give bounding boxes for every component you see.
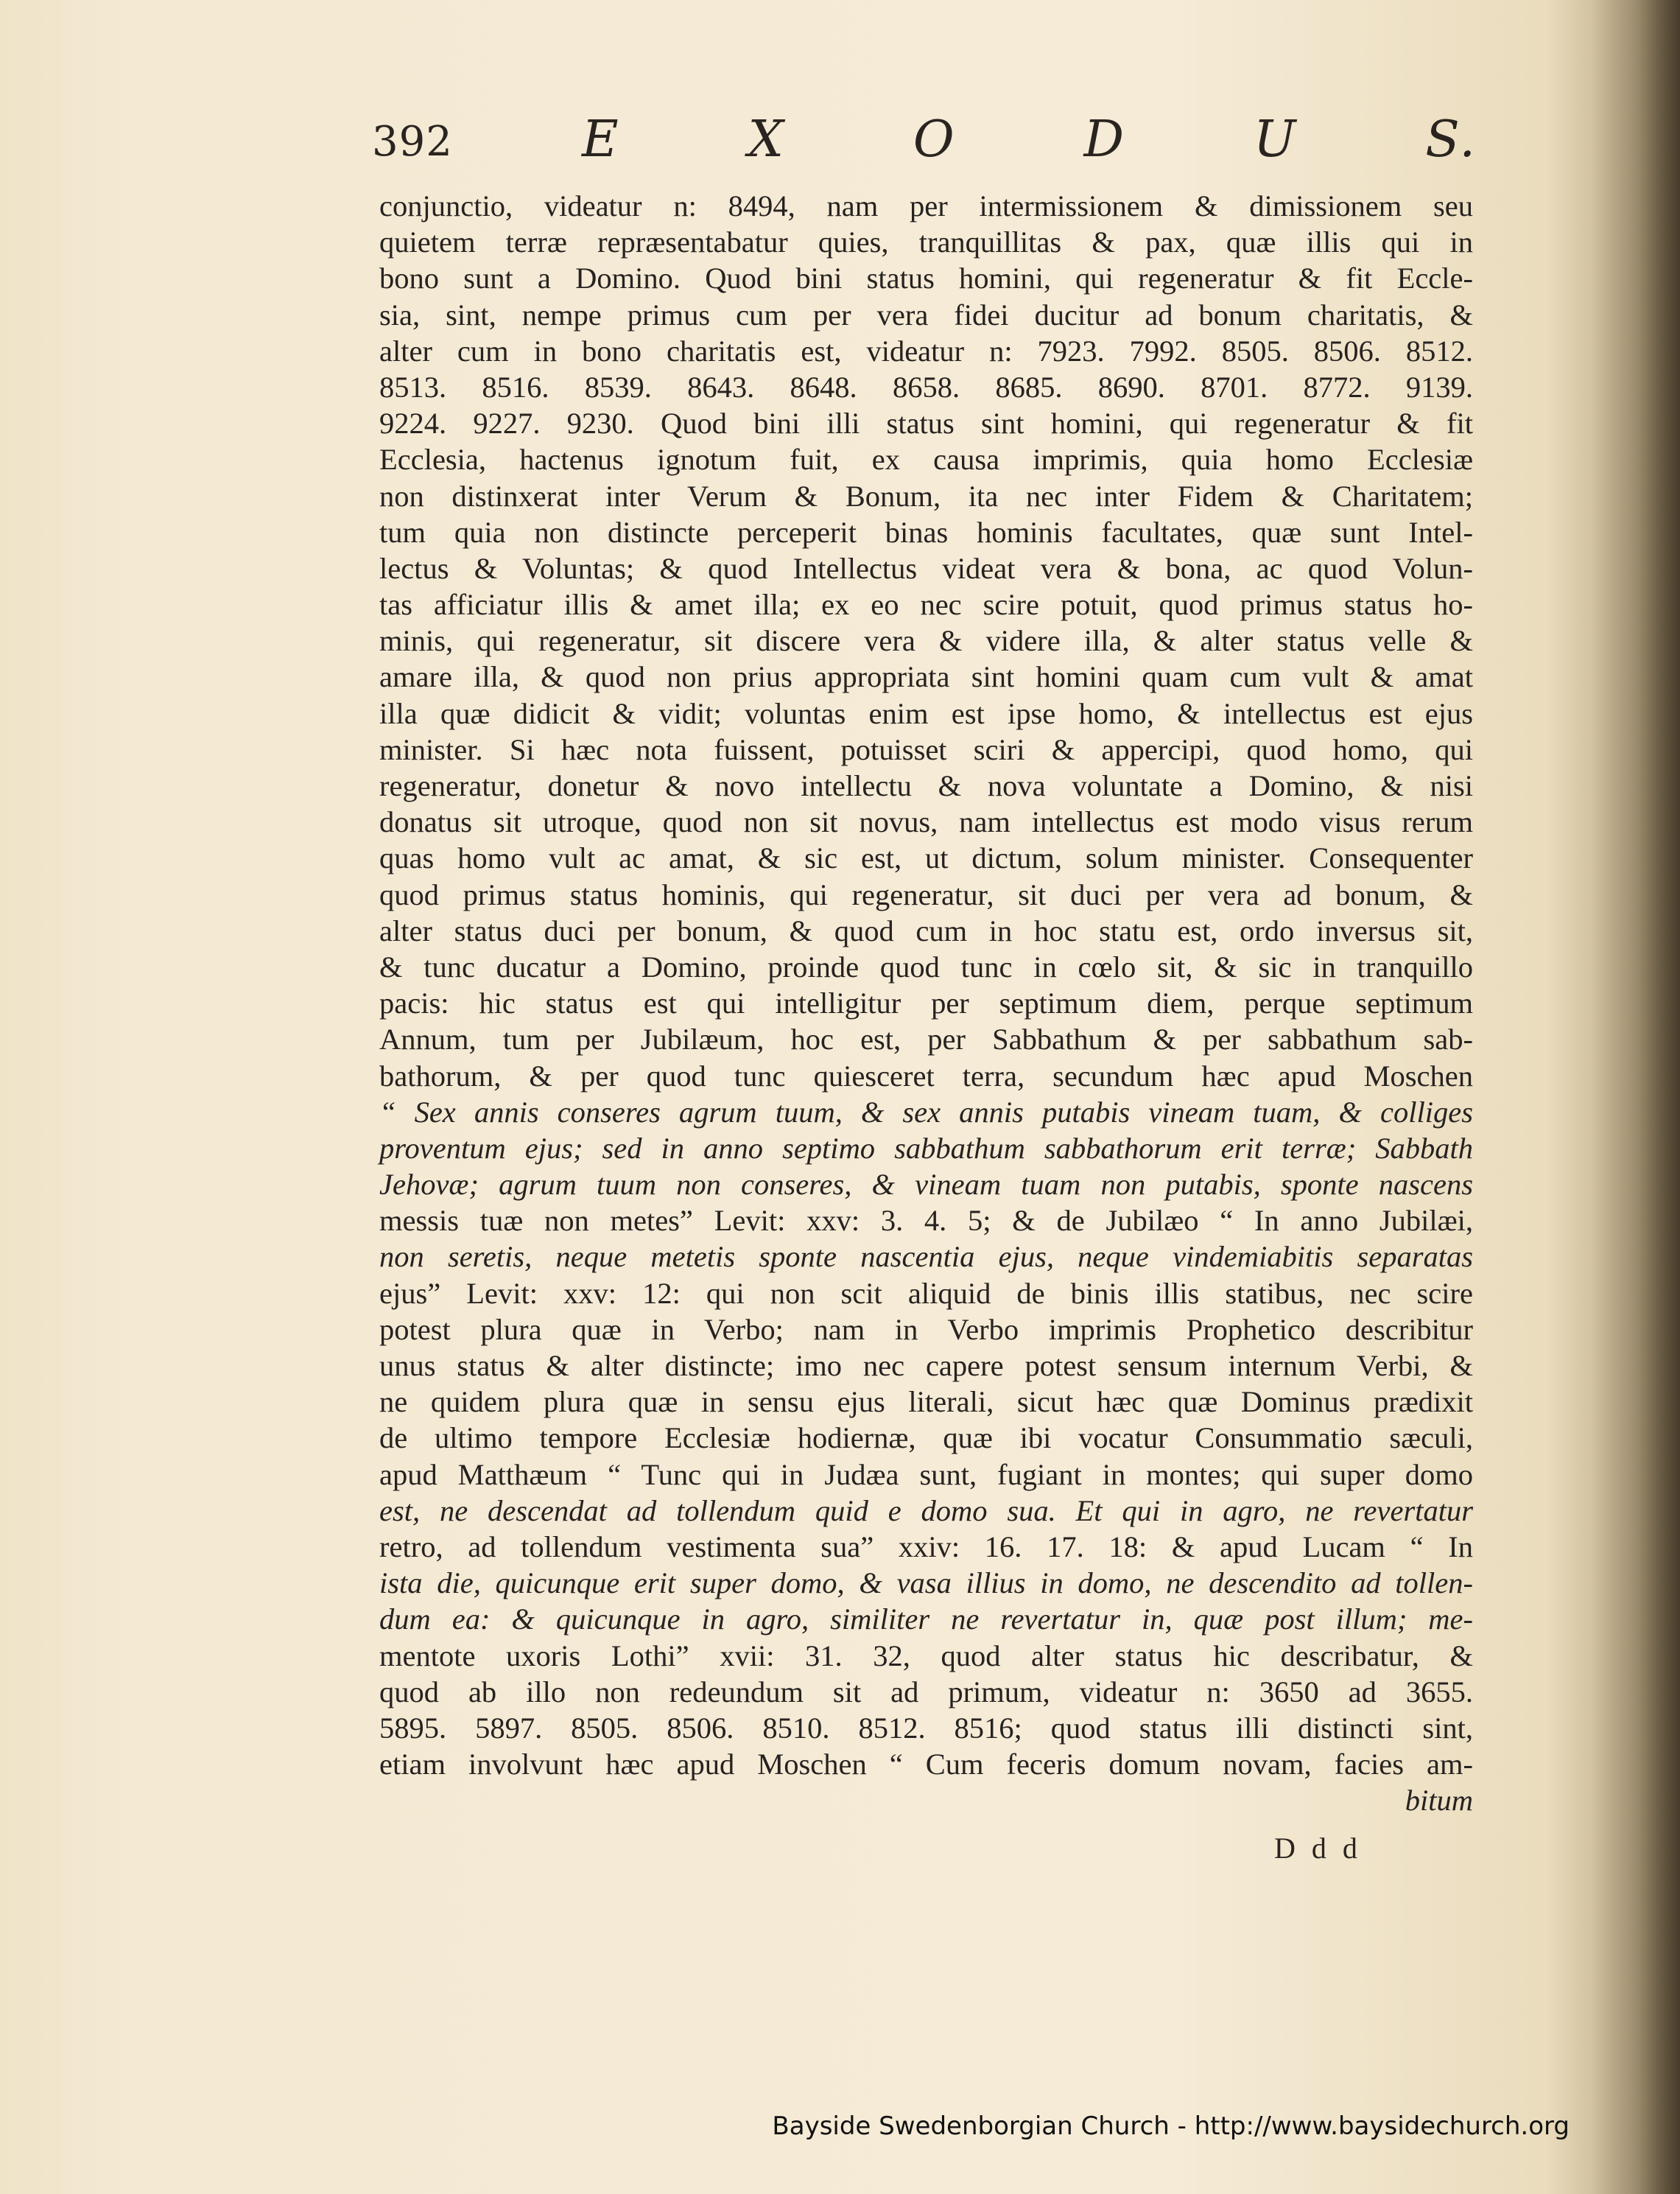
book-spine-shadow [1592,0,1680,2194]
text-line: minister. Si hæc nota fuissent, potuisset sciri & appercipi, quod homo, qui [379,732,1473,766]
text-line: Ecclesia, hactenus ignotum fuit, ex causa imprimis, quia homo Ecclesiæ [379,443,1473,477]
text-line: non seretis, neque metetis sponte nascentia ejus, neque vindemiabitis separatas [379,1240,1473,1274]
body-text [379,188,1473,1818]
text-line: ejus” Levit: xxv: 12: qui non scit aliquid de binis illis statibus, nec scire [379,1276,1473,1310]
text-line: 9224. 9227. 9230. Quod bini illi status sint homini, qui regeneratur & fit [379,407,1473,441]
title-letter: U [1253,111,1298,169]
title-letter: O [913,111,956,169]
text-line: apud Matthæum “ Tunc qui in Judæa sunt, fugiant in montes; qui super domo [379,1457,1473,1491]
text-line: alter status duci per bonum, & quod cum in hoc statu est, ordo inversus sit, [379,914,1473,947]
text-line: minis, qui regeneratur, sit discere vera & videre illa, & alter status velle & [379,624,1473,658]
text-line: est, ne descendat ad tollendum quid e domo sua. Et qui in agro, ne revertatur [379,1493,1473,1527]
text-line: ne quidem plura quæ in sensu ejus literali, sicut hæc quæ Dominus prædixit [379,1385,1473,1419]
text-line: alter cum in bono charitatis est, videatur n: 7923. 7992. 8505. 8506. 8512. [379,334,1473,368]
text-line: pacis: hic status est qui intelligitur per septimum diem, perque septimum [379,986,1473,1020]
text-line: tum quia non distincte perceperit binas hominis facultates, quæ sunt Intel- [379,515,1473,549]
text-line: quas homo vult ac amat, & sic est, ut dictum, solum minister. Consequenter [379,841,1473,875]
title-letter: E [582,111,620,169]
title-letter: X [748,111,785,169]
text-line: de ultimo tempore Ecclesiæ hodiernæ, quæ ibi vocatur Consummatio sæculi, [379,1421,1473,1455]
text-line: conjunctio, videatur n: 8494, nam per intermissionem & dimissionem seu [379,189,1473,222]
book-title [582,111,1477,169]
text-line: lectus & Voluntas; & quod Intellectus videat vera & bona, ac quod Volun- [379,551,1473,585]
signature-mark: D d d [1274,1832,1362,1865]
text-line: retro, ad tollendum vestimenta sua” xxiv: 16. 17. 18: & apud Lucam “ In [379,1529,1473,1563]
text-line: messis tuæ non metes” Levit: xxv: 3. 4. 5; & de Jubilæo “ In anno Jubilæi, [379,1204,1473,1238]
text-line: non distinxerat inter Verum & Bonum, ita nec inter Fidem & Charitatem; [379,479,1473,513]
text-line: dum ea: & quicunque in agro, similiter ne revertatur in, quæ post illum; me- [379,1602,1473,1636]
text-line: donatus sit utroque, quod non sit novus, nam intellectus est modo visus rerum [379,805,1473,839]
text-line: amare illa, & quod non prius appropriata sint homini quam cum vult & amat [379,660,1473,694]
text-line: 5895. 5897. 8505. 8506. 8510. 8512. 8516; quod status illi distincti sint, [379,1711,1473,1745]
text-line: Jehovæ; agrum tuum non conseres, & vineam tuam non putabis, sponte nascens [379,1168,1473,1202]
watermark: Bayside Swedenborgian Church - http://www.baysidechurch.org [772,2111,1570,2141]
text-line: mentote uxoris Lothi” xvii: 31. 32, quod alter status hic describatur, & [379,1639,1473,1672]
title-letter: S. [1425,111,1477,169]
text-line: etiam involvunt hæc apud Moschen “ Cum feceris domum novam, facies am- [379,1748,1473,1781]
text-line: tas afficiatur illis & amet illa; ex eo nec scire potuit, quod primus status ho- [379,588,1473,622]
text-line: quod ab illo non redeundum sit ad primum, videatur n: 3650 ad 3655. [379,1675,1473,1708]
catchword: bitum [1405,1784,1473,1818]
text-line: & tunc ducatur a Domino, proinde quod tunc in cœlo sit, & sic in tranquillo [379,950,1473,984]
page-number: 392 [372,118,453,166]
text-line: illa quæ didicit & vidit; voluntas enim est ipse homo, & intellectus est ejus [379,696,1473,730]
title-letter: D [1083,111,1126,169]
running-head [372,111,1477,177]
text-line: quod primus status hominis, qui regeneratur, sit duci per vera ad bonum, & [379,877,1473,911]
text-line: quietem terræ repræsentabatur quies, tranquillitas & pax, quæ illis qui in [379,225,1473,259]
text-line: ista die, quicunque erit super domo, & vasa illius in domo, ne descendito ad tollen- [379,1566,1473,1600]
text-line: potest plura quæ in Verbo; nam in Verbo imprimis Prophetico describitur [379,1312,1473,1346]
text-line: sia, sint, nempe primus cum per vera fidei ducitur ad bonum charitatis, & [379,298,1473,332]
text-line: unus status & alter distincte; imo nec capere potest sensum internum Verbi, & [379,1349,1473,1382]
text-line: regeneratur, donetur & novo intellectu & nova voluntate a Domino, & nisi [379,769,1473,802]
text-line: bathorum, & per quod tunc quiesceret terra, secundum hæc apud Moschen [379,1059,1473,1093]
text-line: 8513. 8516. 8539. 8643. 8648. 8658. 8685. 8690. 8701. 8772. 9139. [379,370,1473,404]
text-line: bono sunt a Domino. Quod bini status homini, qui regeneratur & fit Eccle- [379,262,1473,295]
text-line: proventum ejus; sed in anno septimo sabbathum sabbathorum erit terræ; Sabbath [379,1131,1473,1165]
text-line: “ Sex annis conseres agrum tuum, & sex annis putabis vineam tuam, & colliges [379,1095,1473,1129]
text-line: Annum, tum per Jubilæum, hoc est, per Sabbathum & per sabbathum sab- [379,1023,1473,1056]
